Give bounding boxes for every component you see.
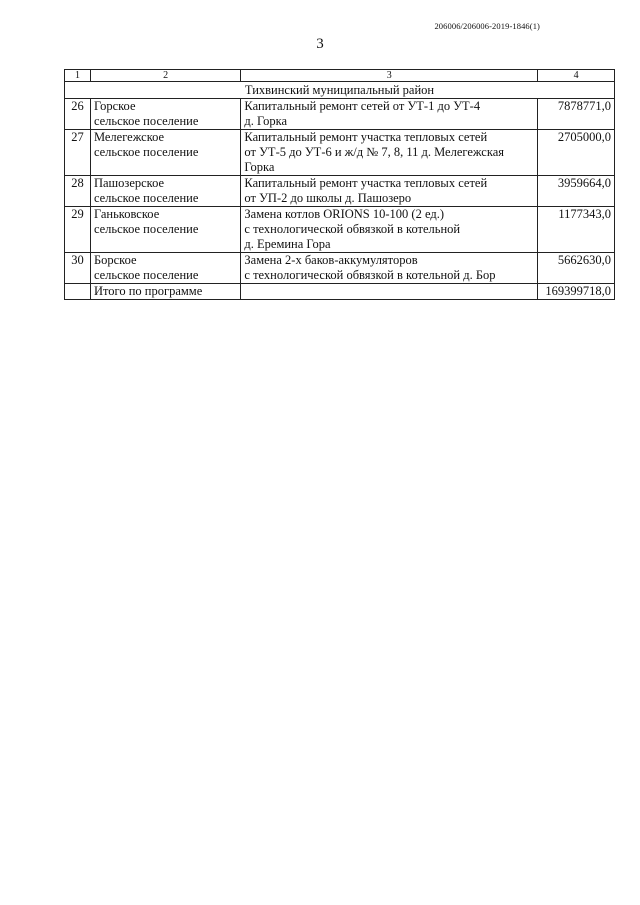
document-code: 206006/206006-2019-1846(1) — [434, 21, 540, 31]
work-line: Замена 2-х баков-аккумуляторов — [244, 253, 418, 267]
row-number: 30 — [65, 253, 91, 284]
work-line: от УТ-5 до УТ-6 и ж/д № 7, 8, 11 д. Мелегежская — [244, 145, 505, 159]
row-number: 27 — [65, 130, 91, 176]
settlement-line: Ганьковское — [93, 207, 160, 221]
page-number: 3 — [316, 36, 324, 52]
work-line: с технологической обвязкой в котельной — [244, 222, 461, 236]
work-line: Горка — [244, 160, 275, 174]
total-empty-cell — [241, 284, 538, 300]
work-line: д. Еремина Гора — [244, 237, 331, 251]
column-number: 4 — [538, 70, 615, 82]
work-line: Капитальный ремонт сетей от УТ-1 до УТ-4 — [244, 99, 481, 113]
amount-cell: 5662630,0 — [538, 253, 615, 284]
region-row — [65, 82, 615, 99]
table-row — [65, 207, 615, 253]
settlement-cell — [90, 130, 240, 176]
amount-cell: 3959664,0 — [538, 176, 615, 207]
settlement-line: Мелегежское — [93, 130, 165, 144]
table-row — [65, 176, 615, 207]
column-number-row — [65, 70, 615, 82]
work-line: Замена котлов ORIONS 10-100 (2 ед.) — [244, 207, 444, 221]
work-line: с технологической обвязкой в котельной д. Бор — [244, 268, 496, 282]
row-number: 26 — [65, 99, 91, 130]
amount-cell: 1177343,0 — [538, 207, 615, 253]
table-row — [65, 253, 615, 284]
table-row — [65, 130, 615, 176]
settlement-cell — [90, 253, 240, 284]
program-table — [64, 69, 615, 300]
settlement-line: сельское поселение — [93, 222, 199, 236]
settlement-line: сельское поселение — [93, 268, 199, 282]
region-name: Тихвинский муниципальный район — [65, 82, 615, 99]
work-line: от УП-2 до школы д. Пашозеро — [244, 191, 412, 205]
total-label: Итого по программе — [90, 284, 240, 300]
total-row — [65, 284, 615, 300]
work-line: Капитальный ремонт участка тепловых сетей — [244, 130, 488, 144]
column-number: 1 — [65, 70, 91, 82]
settlement-line: Борское — [93, 253, 137, 267]
row-number: 28 — [65, 176, 91, 207]
work-cell — [241, 130, 538, 176]
settlement-cell — [90, 176, 240, 207]
settlement-cell — [90, 207, 240, 253]
total-amount: 169399718,0 — [538, 284, 615, 300]
settlement-line: Пашозерское — [93, 176, 165, 190]
settlement-line: сельское поселение — [93, 191, 199, 205]
settlement-line: сельское поселение — [93, 145, 199, 159]
table-row — [65, 99, 615, 130]
work-line: Капитальный ремонт участка тепловых сетей — [244, 176, 488, 190]
settlement-line: Горское — [93, 99, 136, 113]
total-empty-cell — [65, 284, 91, 300]
work-cell — [241, 99, 538, 130]
work-line: д. Горка — [244, 114, 288, 128]
work-cell — [241, 176, 538, 207]
column-number: 2 — [90, 70, 240, 82]
row-number: 29 — [65, 207, 91, 253]
work-cell — [241, 253, 538, 284]
amount-cell: 2705000,0 — [538, 130, 615, 176]
amount-cell: 7878771,0 — [538, 99, 615, 130]
settlement-line: сельское поселение — [93, 114, 199, 128]
work-cell — [241, 207, 538, 253]
settlement-cell — [90, 99, 240, 130]
column-number: 3 — [241, 70, 538, 82]
